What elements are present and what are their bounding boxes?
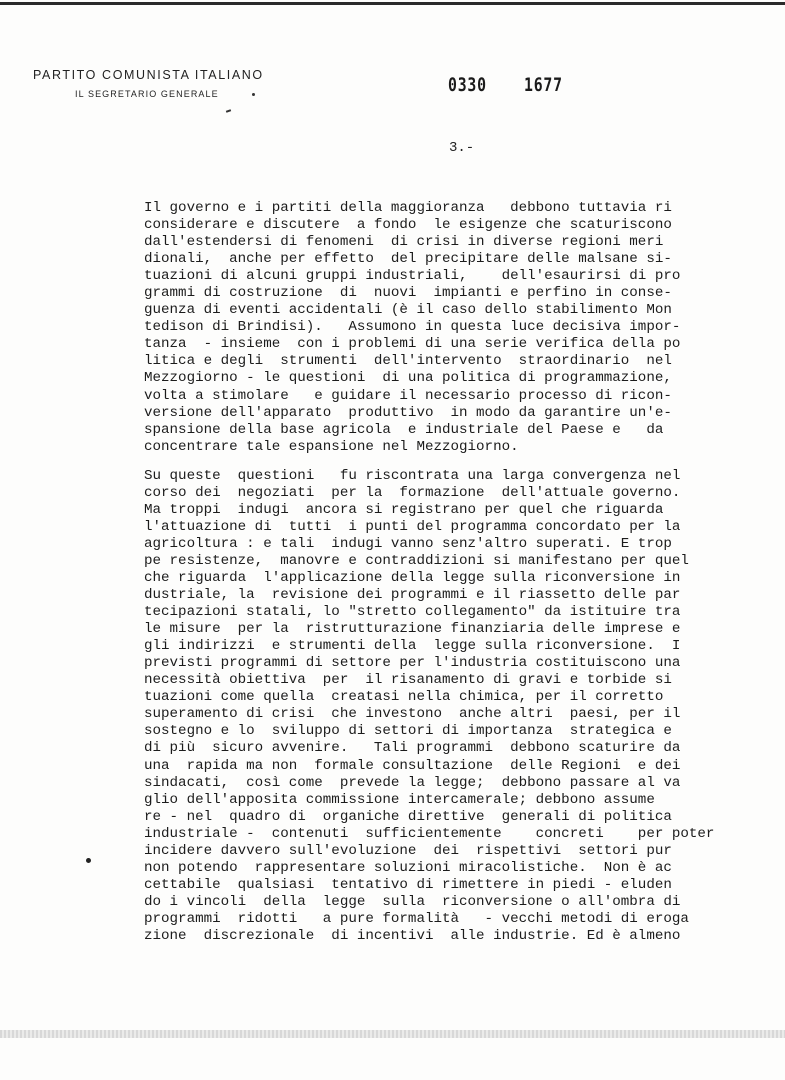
text-line: le misure per la ristrutturazione finanziaria delle imprese e (144, 621, 681, 638)
text-line: re - nel quadro di organiche direttive generali di politica (144, 808, 672, 825)
text-line: considerare e discutere a fondo le esigenze che scaturiscono (144, 217, 672, 234)
text-line: glio dell'apposita commissione intercamerale; debbono assume (144, 791, 655, 808)
text-line: Mezzogiorno - le questioni di una politica di programmazione, (144, 370, 672, 387)
text-line: necessità obiettiva per il risanamento di gravi e torbide si (144, 672, 672, 689)
text-line: Su queste questioni fu riscontrata una larga convergenza nel (144, 467, 681, 484)
text-line: corso dei negoziati per la formazione dell'attuale governo. (144, 484, 681, 501)
text-line: non potendo rappresentare soluzioni miracolistiche. Non è ac (144, 859, 672, 876)
paragraph-2 (144, 468, 744, 945)
text-line: litica e degli strumenti dell'intervento straordinario nel (144, 353, 672, 370)
text-line: Ma troppi indugi ancora si registrano per quel che riguarda (144, 501, 664, 518)
text-line: dall'estendersi di fenomeni di crisi in diverse regioni meri (144, 234, 664, 251)
text-line: tuazioni come quella creatasi nella chimica, per il corretto (144, 689, 664, 706)
letterhead-secretary-title: IL SEGRETARIO GENERALE (75, 89, 219, 99)
text-line: pe resistenze, manovre e contraddizioni si manifestano per quel (144, 552, 689, 569)
text-line: dionali, anche per effetto del precipitare delle malsane si- (144, 251, 672, 268)
text-line: previsti programmi di settore per l'industria costituiscono una (144, 655, 681, 672)
ink-dot-mark (252, 93, 255, 96)
page-number: 3.- (449, 140, 475, 156)
text-line: sostegno e lo sviluppo di settori di importanza strategica e (144, 723, 672, 740)
text-line: sindacati, così come prevede la legge; debbono passare al va (144, 774, 681, 791)
protocol-number-first: 0330 (448, 74, 487, 96)
text-line: concentrare tale espansione nel Mezzogiorno. (144, 438, 519, 455)
letterhead-party-name: PARTITO COMUNISTA ITALIANO (33, 68, 264, 82)
text-line: industriale - contenuti sufficientemente concreti per poter (144, 825, 715, 842)
letter-body (144, 200, 744, 945)
text-line: dustriale, la revisione dei programmi e il riassetto delle par (144, 587, 681, 604)
margin-ink-dot (86, 858, 91, 863)
text-line: do i vincoli della legge sulla riconversione o all'ombra di (144, 893, 681, 910)
text-line: di più sicuro avvenire. Tali programmi debbono scaturire da (144, 740, 681, 757)
text-line: tanza - insieme con i problemi di una serie verifica della po (144, 336, 681, 353)
text-line: agricoltura : e tali indugi vanno senz'altro superati. E trop (144, 535, 672, 552)
text-line: Il governo e i partiti della maggioranza debbono tuttavia ri (144, 200, 672, 216)
ink-tick-mark (226, 109, 231, 113)
text-line: cettabile qualsiasi tentativo di rimettere in piedi - eluden (144, 876, 672, 893)
text-line: spansione della base agricola e industriale del Paese e da (144, 421, 664, 438)
text-line: incidere davvero sull'evoluzione dei rispettivi settori pur (144, 842, 672, 859)
text-line: zione discrezionale di incentivi alle industrie. Ed è almeno (144, 927, 681, 944)
text-line: guenza di eventi accidentali (è il caso dello stabilimento Mon (144, 302, 672, 319)
protocol-number-second: 1677 (524, 74, 563, 96)
text-line: l'attuazione di tutti i punti del programma concordato per la (144, 518, 681, 535)
text-line: volta a stimolare e guidare il necessario processo di ricon- (144, 387, 672, 404)
text-line: grammi di costruzione di nuovi impianti e perfino in conse- (144, 285, 672, 302)
bottom-edge-rule (0, 1030, 785, 1038)
text-line: superamento di crisi che investono anche altri paesi, per il (144, 706, 681, 723)
paragraph-1 (144, 200, 744, 456)
text-line: programmi ridotti a pure formalità - vecchi metodi di eroga (144, 910, 689, 927)
text-line: gli indirizzi e strumenti della legge sulla riconversione. I (144, 638, 681, 655)
text-line: tecipazioni statali, lo "stretto collegamento" da istituire tra (144, 604, 681, 621)
text-line: una rapida ma non formale consultazione delle Regioni e dei (144, 757, 681, 774)
text-line: tedison di Brindisi). Assumono in questa luce decisiva impor- (144, 319, 681, 336)
text-line: tuazioni di alcuni gruppi industriali, dell'esaurirsi di pro (144, 268, 681, 285)
top-edge-rule (0, 2, 785, 5)
text-line: versione dell'apparato produttivo in modo da garantire un'e- (144, 404, 672, 421)
text-line: che riguarda l'applicazione della legge sulla riconversione in (144, 569, 681, 586)
